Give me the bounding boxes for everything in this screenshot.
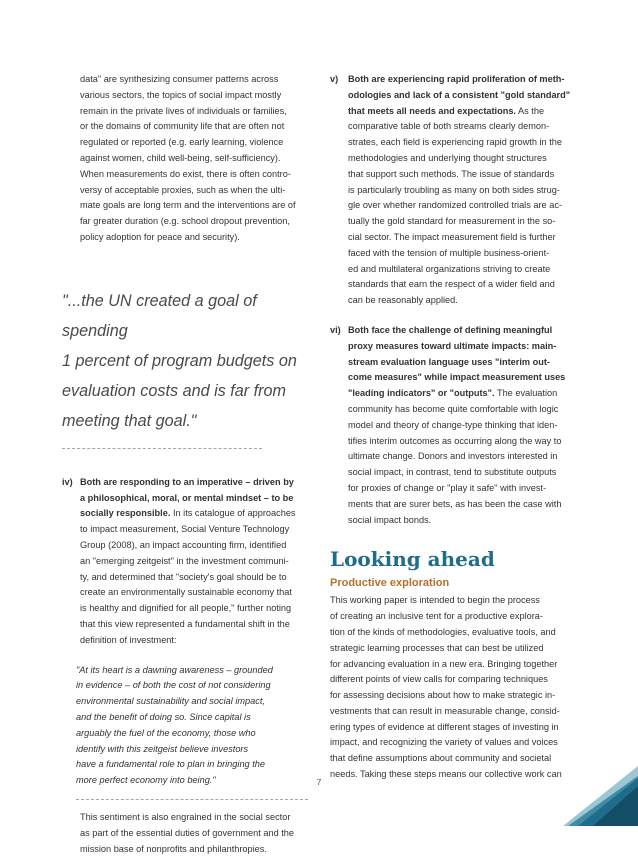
body-text-line: definition of investment:	[80, 633, 308, 649]
bold-lead-text: a philosophical, moral, or mental mindset – to be	[80, 493, 293, 503]
closing-paragraph	[330, 593, 590, 783]
intro-paragraph	[80, 72, 308, 246]
body-text-line: strates, each field is experiencing rapid growth in the	[348, 135, 590, 151]
body-text-line: comparative table of both streams clearly demon-	[348, 119, 590, 135]
left-column	[62, 72, 308, 857]
bold-lead-text: "leading indicators" or "outputs".	[348, 388, 495, 398]
body-text-line: ering types of evidence at different stages of investing in	[330, 720, 590, 736]
body-text-line: ultimate change. Donors and investors interested in	[348, 449, 590, 465]
body-text-line: against women, child well-being, self-sufficiency).	[80, 151, 308, 167]
list-item-v	[330, 72, 590, 309]
body-text-line: for advancing evaluation in a new era. Bringing together	[330, 657, 590, 673]
body-text-line: to impact measurement, Social Venture Technology	[80, 522, 308, 538]
quote-line: more perfect economy into being."	[76, 773, 308, 789]
body-text-line: regulated or reported (e.g. early learning, violence	[80, 135, 308, 151]
quote-line: arguably the fuel of the economy, those who	[76, 726, 308, 742]
body-text-line: tion of the kinds of methodologies, evaluative tools, and	[330, 625, 590, 641]
pull-quote	[62, 286, 308, 436]
block-quote-divider	[76, 799, 308, 800]
body-text-line: that define assumptions about community and societal	[330, 751, 590, 767]
bold-lead-text: proxy measures toward ultimate impacts: main-	[348, 341, 556, 351]
body-text-line: is particularly troubling as many on both sides strug-	[348, 183, 590, 199]
bold-lead-text: Both are responding to an imperative – driven by	[80, 477, 294, 487]
body-text-line: tually the gold standard for measurement in the so-	[348, 214, 590, 230]
body-text-line: for proxies of change or "play it safe" with invest-	[348, 481, 590, 497]
body-text-line: vestments that can result in measurable change, consid-	[330, 704, 590, 720]
bold-lead-text: stream evaluation language uses "interim out-	[348, 357, 550, 367]
body-text-line: strategic learning processes that can best be utilized	[330, 641, 590, 657]
bold-lead-text: Both are experiencing rapid proliferation of meth-	[348, 74, 564, 84]
body-text-line: mate goals are long term and the interventions are of	[80, 198, 308, 214]
body-text-line: for assessing decisions about how to make strategic in-	[330, 688, 590, 704]
right-column	[330, 72, 590, 783]
section-subheading: Productive exploration	[330, 576, 590, 591]
list-item-number: vi)	[330, 323, 341, 339]
body-text-line: different points of view calls for comparing techniques	[330, 672, 590, 688]
body-text-line: methodologies and underlying thought structures	[348, 151, 590, 167]
body-text-line: This sentiment is also engrained in the social sector	[80, 810, 308, 826]
body-text-line: gle over whether randomized controlled trials are ac-	[348, 198, 590, 214]
body-text-line: that this view represented a fundamental shift in the	[80, 617, 308, 633]
quote-line: identify with this zeitgeist believe investors	[76, 742, 308, 758]
body-text-line: can be reasonably applied.	[348, 293, 590, 309]
bold-lead-text: Both face the challenge of defining meaningful	[348, 325, 552, 335]
body-text-line: that support such methods. The issue of standards	[348, 167, 590, 183]
list-item-vi	[330, 323, 590, 528]
body-text-line: cial sector. The impact measurement field is further	[348, 230, 590, 246]
body-text-line: When measurements do exist, there is often contro-	[80, 167, 308, 183]
body-text-line: various sectors, the topics of social impact mostly	[80, 88, 308, 104]
body-text-line: of creating an inclusive tent for a productive explora-	[330, 609, 590, 625]
body-text-line: tifies interim outcomes as occurring along the way to	[348, 434, 590, 450]
body-text-line: needs. Taking these steps means our collective work can	[330, 767, 590, 783]
block-quote	[62, 663, 308, 789]
pull-quote-line: "...the UN created a goal of spending	[62, 286, 308, 346]
body-text-line: ty, and determined that "society's goal should be to	[80, 570, 308, 586]
body-text: As the	[516, 106, 544, 116]
bold-lead-text: socially responsible.	[80, 508, 170, 518]
section-heading: Looking ahead	[330, 546, 590, 572]
quote-line: "At its heart is a dawning awareness – grounded	[76, 663, 308, 679]
quote-line: have a fundamental role to plan in bringing the	[76, 757, 308, 773]
body-text: In its catalogue of approaches	[170, 508, 295, 518]
body-text-line: standards that earn the respect of a wider field and	[348, 277, 590, 293]
list-item-number: v)	[330, 72, 338, 88]
body-text-line: remain in the private lives of individuals or families,	[80, 104, 308, 120]
body-text-line: model and theory of change-type thinking that iden-	[348, 418, 590, 434]
body-text-line: an "emerging zeitgeist" in the investment communi-	[80, 554, 308, 570]
pull-quote-line: meeting that goal."	[62, 406, 308, 436]
body-text-line: community has become quite comfortable with logic	[348, 402, 590, 418]
body-text-line: ed and multilateral organizations striving to create	[348, 262, 590, 278]
pull-quote-line: 1 percent of program budgets on	[62, 346, 308, 376]
after-quote-paragraph	[80, 810, 308, 857]
body-text-line: versy of acceptable proxies, such as when the ulti-	[80, 183, 308, 199]
body-text-line: impact, and recognizing the variety of values and voices	[330, 735, 590, 751]
body-text-line: as part of the essential duties of government and the	[80, 826, 308, 842]
quote-line: environmental sustainability and social impact,	[76, 694, 308, 710]
body-text: The evaluation	[495, 388, 558, 398]
quote-line: in evidence – of both the cost of not considering	[76, 678, 308, 694]
body-text-line: mission base of nonprofits and philanthropies.	[80, 842, 308, 857]
list-item-iv	[62, 475, 308, 649]
bold-lead-text: come measures" while impact measurement uses	[348, 372, 565, 382]
body-text-line: is healthy and dignified for all people," further noting	[80, 601, 308, 617]
quote-line: and the benefit of doing so. Since capital is	[76, 710, 308, 726]
body-text-line: or the domains of community life that are often not	[80, 119, 308, 135]
body-text-line: policy adoption for peace and security).	[80, 230, 308, 246]
bold-lead-text: that meets all needs and expectations.	[348, 106, 516, 116]
body-text-line: This working paper is intended to begin the process	[330, 593, 590, 609]
body-text-line: data" are synthesizing consumer patterns across	[80, 72, 308, 88]
page-number: 7	[0, 777, 638, 787]
body-text-line: social impact, in contrast, tend to substitute outputs	[348, 465, 590, 481]
body-text-line: Group (2008), an impact accounting firm, identified	[80, 538, 308, 554]
pull-quote-line: evaluation costs and is far from	[62, 376, 308, 406]
body-text-line: faced with the tension of multiple business-orient-	[348, 246, 590, 262]
body-text-line: create an environmentally sustainable economy that	[80, 585, 308, 601]
list-item-number: iv)	[62, 475, 73, 491]
body-text-line: ments that are surer bets, as has been the case with	[348, 497, 590, 513]
body-text-line: far greater duration (e.g. school dropout prevention,	[80, 214, 308, 230]
body-text-line: social impact bonds.	[348, 513, 590, 529]
bold-lead-text: odologies and lack of a consistent "gold standard"	[348, 90, 570, 100]
